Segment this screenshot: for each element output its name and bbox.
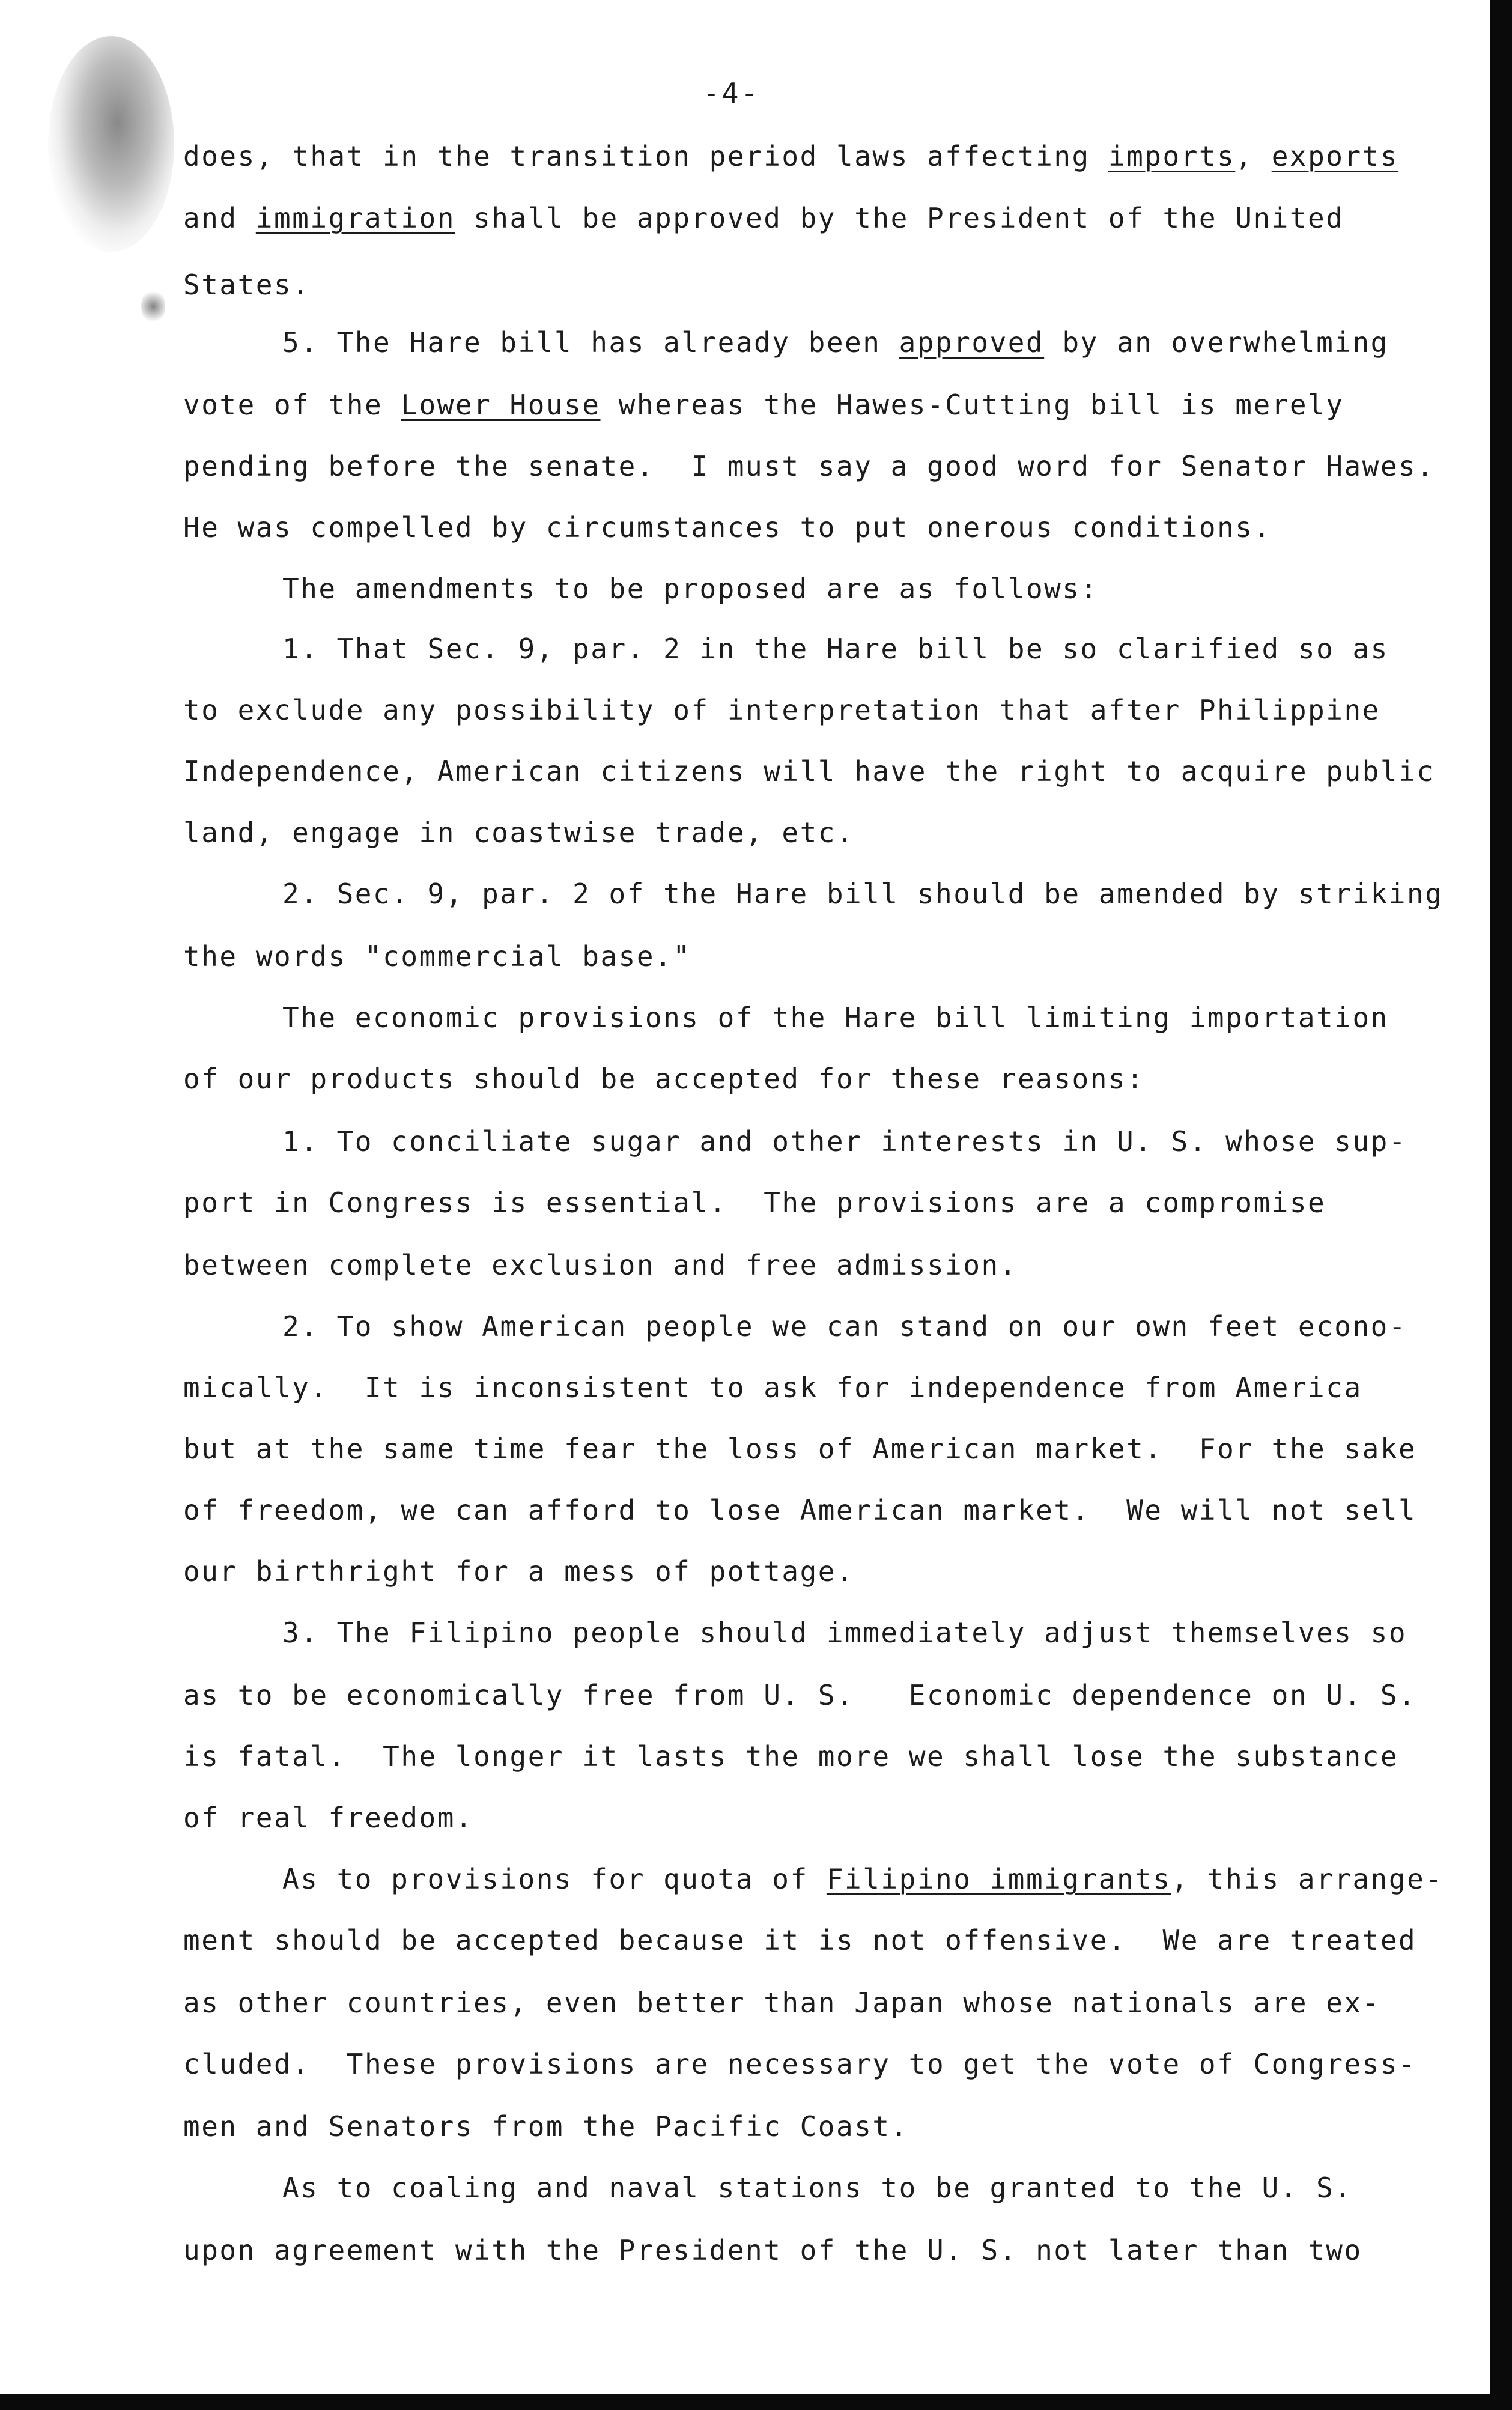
text-line: pending before the senate. I must say a good word for Senator Hawes. [183, 450, 1435, 482]
text-line: to exclude any possibility of interpretation that after Philippine [183, 694, 1380, 726]
text-line: mically. It is inconsistent to ask for independence from America [183, 1371, 1362, 1404]
text-line: vote of the Lower House whereas the Hawes-Cutting bill is merely [183, 389, 1344, 421]
text-line: 2. Sec. 9, par. 2 of the Hare bill should be amended by striking [282, 878, 1444, 910]
text-line: land, engage in coastwise trade, etc. [183, 816, 855, 849]
ink-spot [141, 288, 165, 324]
text-line: Independence, American citizens will have the right to acquire public [183, 755, 1435, 788]
text-line: of real freedom. [183, 1801, 474, 1834]
text-line: ment should be accepted because it is not offensive. We are treated [183, 1924, 1417, 1956]
text-line: our birthright for a mess of pottage. [183, 1555, 855, 1588]
text-line: of our products should be accepted for these reasons: [183, 1063, 1145, 1095]
ink-smudge [48, 36, 174, 252]
text-line: States. [183, 269, 311, 301]
text-line: the words "commercial base." [183, 940, 691, 973]
text-line: The amendments to be proposed are as follows: [282, 572, 1099, 605]
text-line: as to be economically free from U. S. Economic dependence on U. S. [183, 1679, 1417, 1711]
text-line: 2. To show American people we can stand on our own feet econo- [282, 1310, 1407, 1343]
text-line: but at the same time fear the loss of American market. For the sake [183, 1433, 1417, 1465]
text-line: cluded. These provisions are necessary to get the vote of Congress- [183, 2048, 1417, 2080]
text-line: men and Senators from the Pacific Coast. [183, 2110, 909, 2143]
text-line: and immigration shall be approved by the President of the United [183, 202, 1344, 234]
text-line: The economic provisions of the Hare bill limiting importation [282, 1001, 1389, 1034]
text-line: 1. That Sec. 9, par. 2 in the Hare bill be so clarified so as [282, 633, 1389, 665]
text-line: He was compelled by circumstances to put onerous conditions. [183, 511, 1272, 544]
page-number: -4- [703, 77, 761, 109]
text-line: As to provisions for quota of Filipino immigrants, this arrange- [282, 1863, 1444, 1895]
text-line: 1. To conciliate sugar and other interests in U. S. whose sup- [282, 1125, 1407, 1158]
text-line: port in Congress is essential. The provisions are a compromise [183, 1186, 1326, 1219]
text-line: is fatal. The longer it lasts the more we shall lose the substance [183, 1740, 1399, 1773]
text-line: As to coaling and naval stations to be granted to the U. S. [282, 2172, 1353, 2204]
text-line: of freedom, we can afford to lose American market. We will not sell [183, 1494, 1417, 1526]
text-line: does, that in the transition period laws affecting imports, exports [183, 140, 1399, 172]
text-line: between complete exclusion and free admission. [183, 1249, 1018, 1281]
text-line: as other countries, even better than Japan whose nationals are ex- [183, 1987, 1380, 2019]
text-line: upon agreement with the President of the U. S. not later than two [183, 2234, 1362, 2266]
text-line: 5. The Hare bill has already been approved by an overwhelming [282, 326, 1389, 359]
text-line: 3. The Filipino people should immediately adjust themselves so [282, 1616, 1407, 1649]
